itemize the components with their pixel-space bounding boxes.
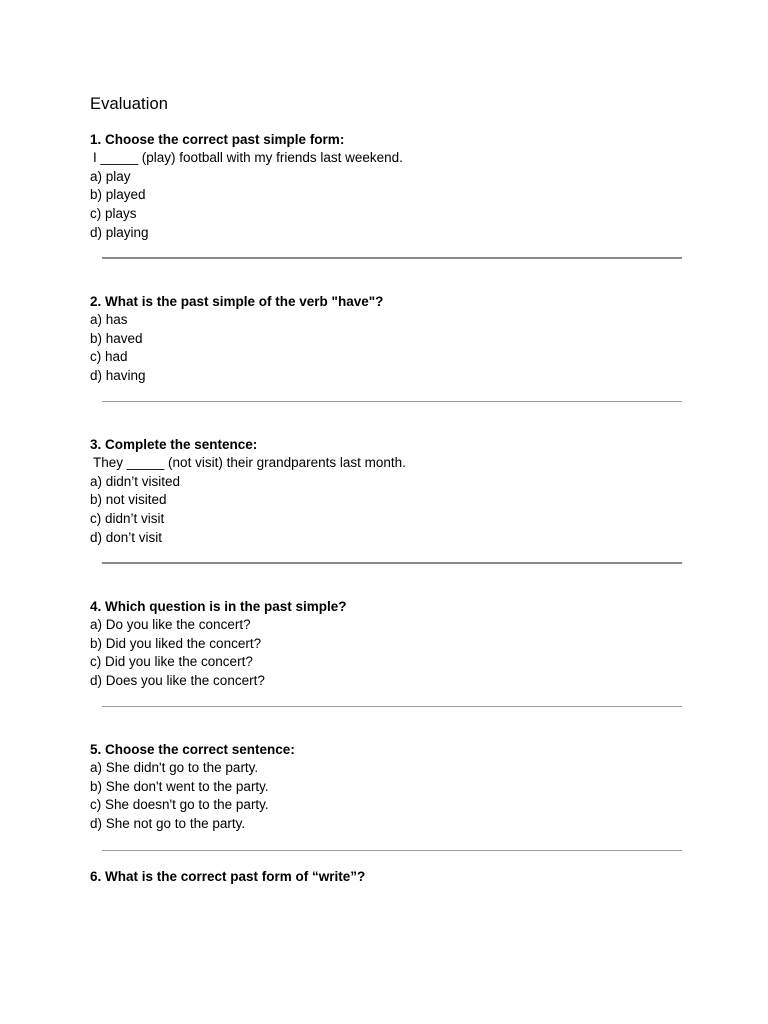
option-a: a) has: [90, 312, 128, 327]
question-3: [90, 435, 690, 547]
divider-2: [102, 401, 682, 402]
option-c: c) didn’t visit: [90, 510, 165, 526]
question-5-text: 5. Choose the correct sentence:: [90, 742, 295, 757]
option-d: d) playing: [90, 224, 149, 240]
question-2: [90, 292, 690, 386]
divider-1: [102, 257, 682, 259]
option-c: c) Did you like the concert?: [90, 654, 253, 670]
option-b: b) haved: [90, 330, 143, 346]
option-a: a) She didn't go to the party.: [90, 760, 259, 775]
question-3-options: [90, 473, 690, 548]
option-b: b) played: [90, 187, 146, 203]
question-3-text: 3. Complete the sentence:: [90, 437, 258, 452]
option-a: a) didn’t visited: [90, 473, 181, 489]
option-c: c) She doesn't go to the party.: [90, 797, 269, 813]
question-5-options: [90, 759, 690, 834]
option-d: d) having: [90, 368, 146, 384]
question-2-text: 2. What is the past simple of the verb "have"?: [90, 294, 384, 309]
option-d: d) Does you like the concert?: [90, 673, 265, 689]
question-1-text: 1. Choose the correct past simple form:: [90, 132, 345, 147]
question-6-text: 6. What is the correct past form of “write”?: [90, 869, 366, 884]
option-b: b) She don't went to the party.: [90, 778, 269, 794]
option-d: d) don’t visit: [90, 529, 163, 545]
divider-5: [102, 850, 682, 851]
option-a: a) play: [90, 168, 131, 184]
divider-3: [102, 562, 682, 564]
page-title: Evaluation: [90, 95, 169, 113]
question-4-options: [90, 616, 690, 691]
question-6: [90, 867, 690, 886]
option-b: b) not visited: [90, 492, 167, 508]
question-5: [90, 740, 690, 834]
question-4-text: 4. Which question is in the past simple?: [90, 599, 347, 614]
option-d: d) She not go to the party.: [90, 816, 246, 832]
option-c: c) had: [90, 349, 128, 365]
question-1-sentence: I _____ (play) football with my friends last weekend.: [93, 150, 403, 165]
option-b: b) Did you liked the concert?: [90, 635, 262, 651]
option-c: c) plays: [90, 205, 137, 221]
question-4: [90, 597, 690, 691]
question-3-sentence: They _____ (not visit) their grandparents last month.: [93, 455, 406, 470]
question-2-options: [90, 311, 690, 386]
option-a: a) Do you like the concert?: [90, 617, 251, 632]
question-1: [90, 130, 690, 242]
question-1-options: [90, 168, 690, 243]
divider-4: [102, 706, 682, 707]
